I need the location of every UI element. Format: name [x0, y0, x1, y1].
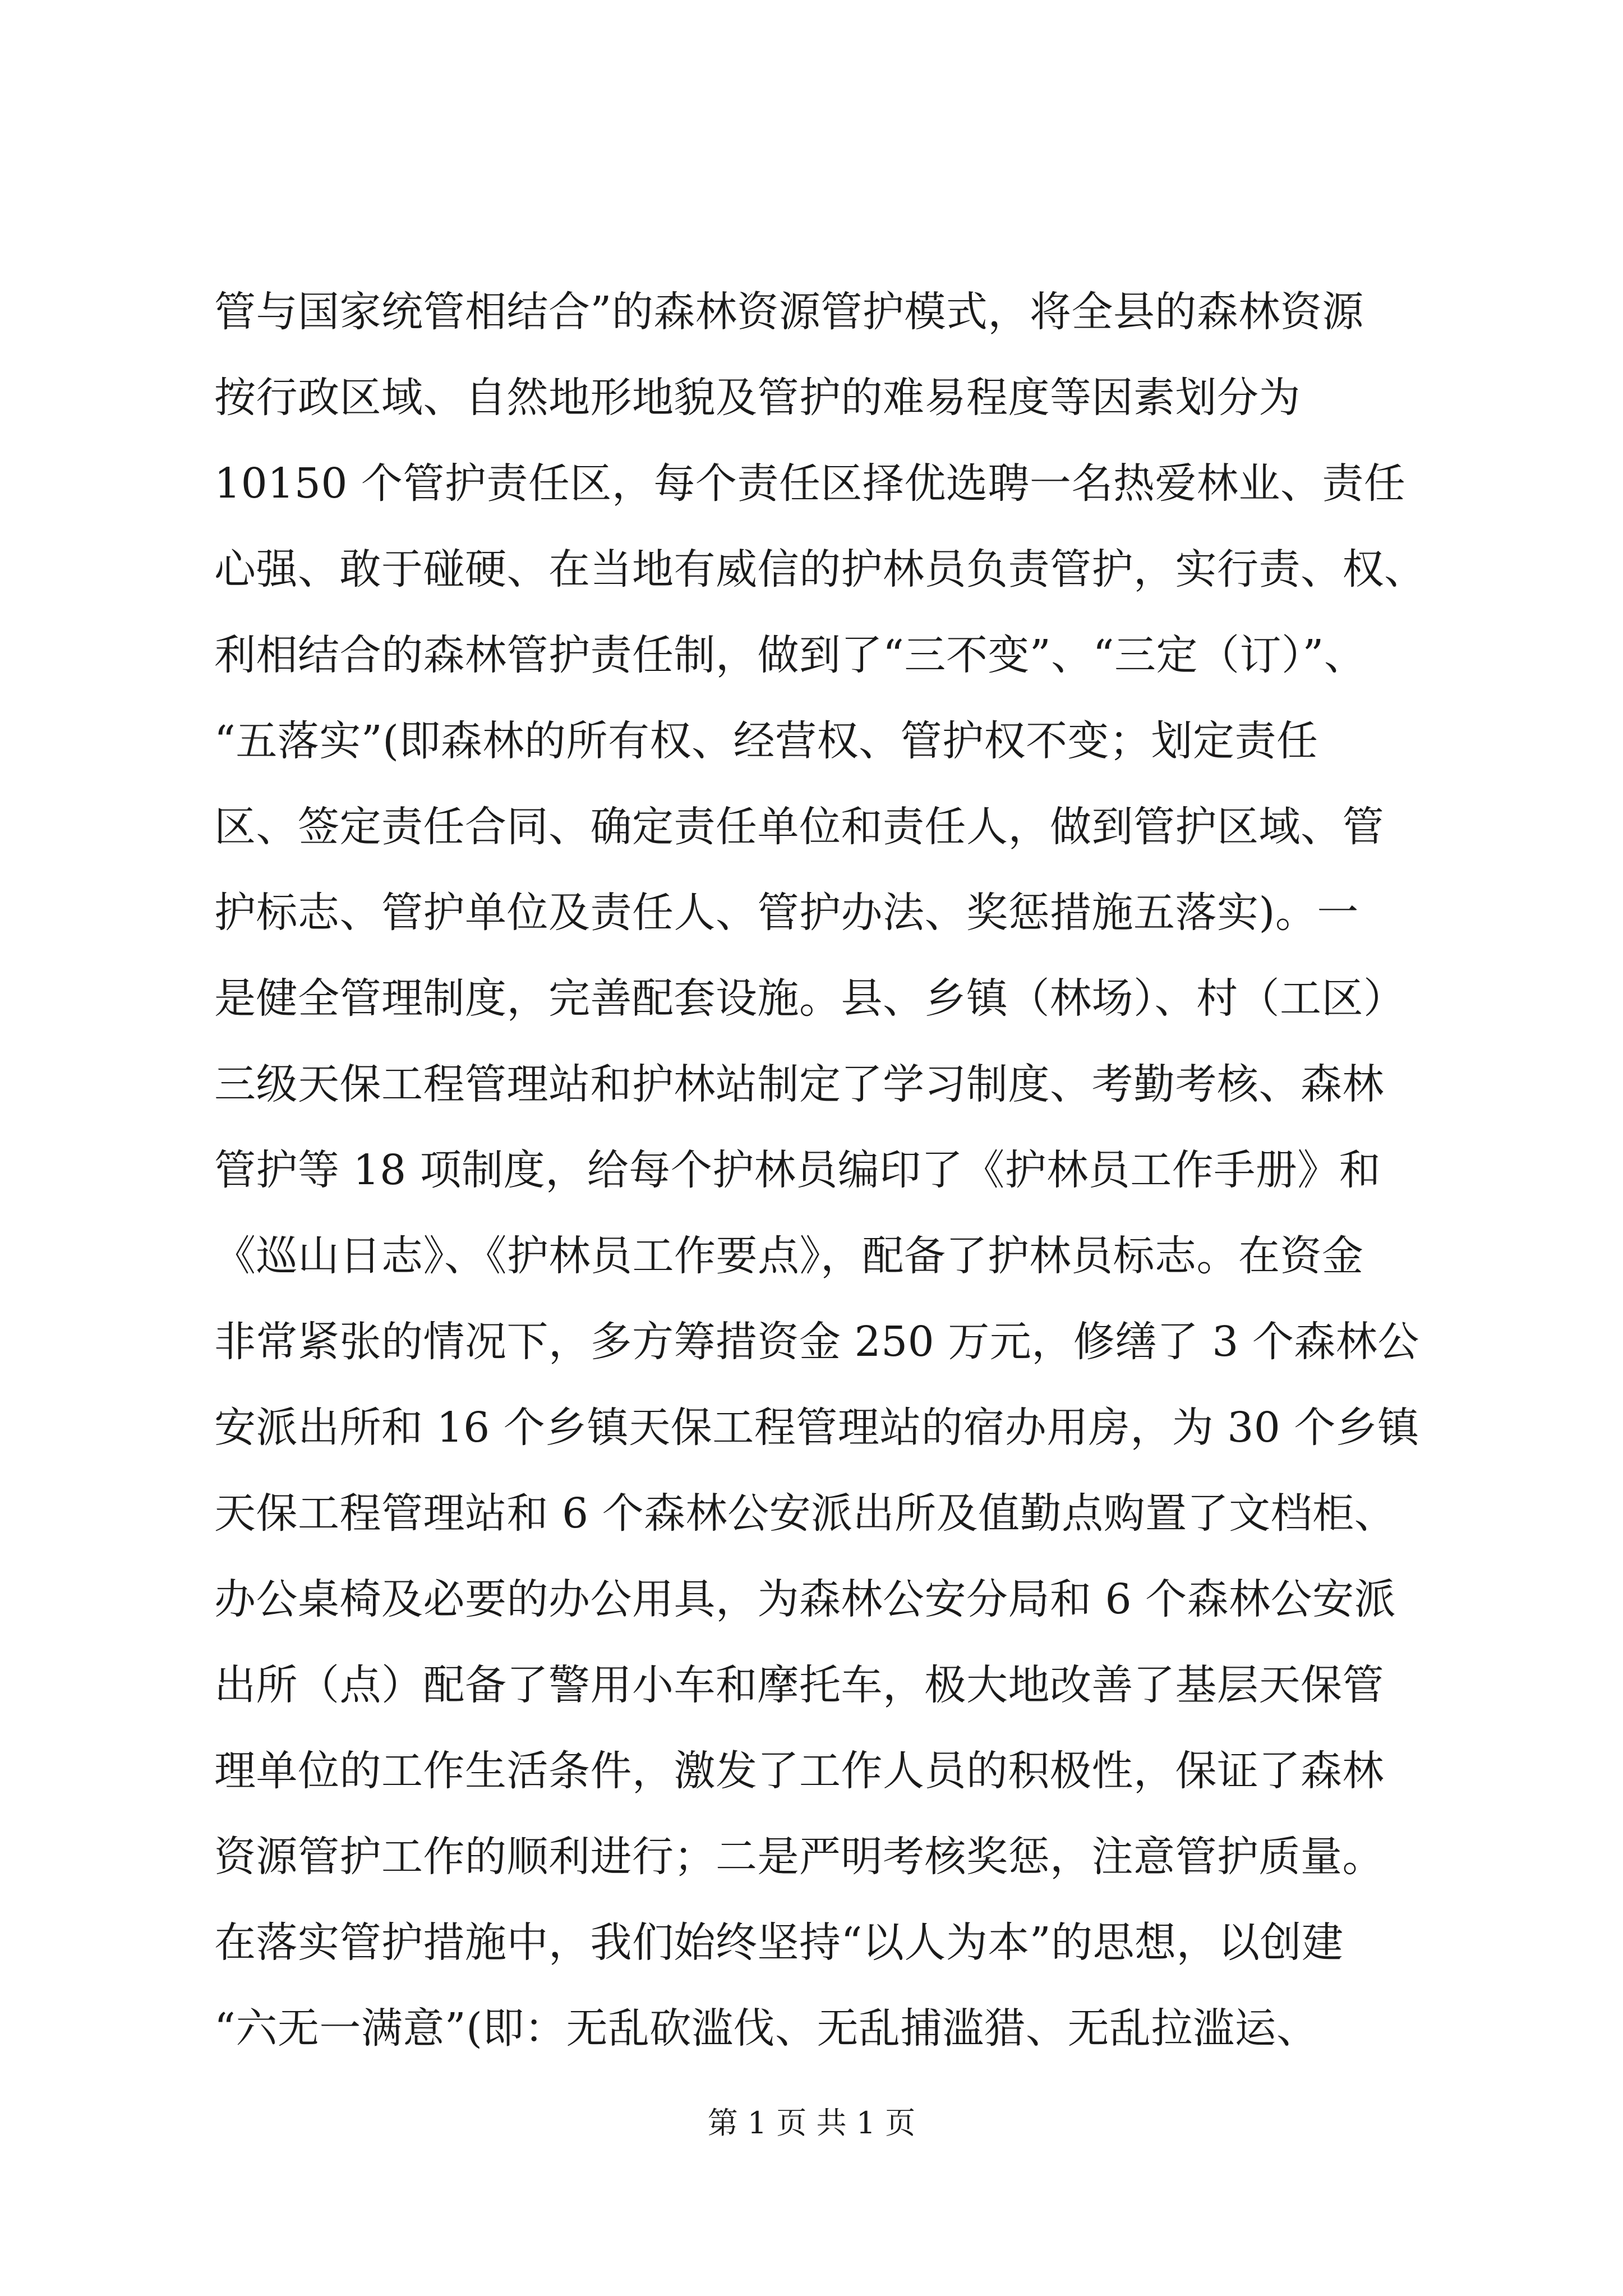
text-line: 出所（点）配备了警用小车和摩托车，极大地改善了基层天保管 — [214, 1661, 1384, 1709]
text-line: 心强、敢于碰硬、在当地有威信的护林员负责管护，实行责、权、 — [214, 545, 1426, 593]
page-number-label: 第 1 页 共 1 页 — [707, 2105, 916, 2141]
text-line: 天保工程管理站和 6 个森林公安派出所及值勤点购置了文档柜、 — [214, 1489, 1396, 1538]
text-line: 管护等 18 项制度，给每个护林员编印了《护林员工作手册》和 — [214, 1146, 1381, 1194]
text-line: 利相结合的森林管护责任制，做到了“三不变”、“三定（订）”、 — [214, 631, 1366, 679]
text-line: 三级天保工程管理站和护林站制定了学习制度、考勤考核、森林 — [214, 1060, 1384, 1108]
text-line: 理单位的工作生活条件，激发了工作人员的积极性，保证了森林 — [214, 1747, 1384, 1795]
text-line: 管与国家统管相结合”的森林资源管护模式，将全县的森林资源 — [214, 288, 1364, 336]
text-line: 资源管护工作的顺利进行；二是严明考核奖惩，注意管护质量。 — [214, 1833, 1384, 1881]
page-footer — [0, 2101, 1623, 2146]
text-line: 护标志、管护单位及责任人、管护办法、奖惩措施五落实)。一 — [214, 889, 1359, 937]
text-line: 安派出所和 16 个乡镇天保工程管理站的宿办用房，为 30 个乡镇 — [214, 1404, 1419, 1452]
text-line: “五落实”(即森林的所有权、经营权、管护权不变；划定责任 — [214, 717, 1318, 765]
body-paragraph — [214, 269, 1482, 2072]
text-line: 《巡山日志》、《护林员工作要点》，配备了护林员标志。在资金 — [214, 1232, 1364, 1280]
text-line: 区、签定责任合同、确定责任单位和责任人，做到管护区域、管 — [214, 803, 1384, 851]
text-line: “六无一满意”(即：无乱砍滥伐、无乱捕滥猎、无乱拉滥运、 — [214, 2004, 1318, 2053]
text-line: 非常紧张的情况下，多方筹措资金 250 万元，修缮了 3 个森林公 — [214, 1318, 1419, 1366]
text-line: 是健全管理制度，完善配套设施。县、乡镇（林场）、村（工区） — [214, 974, 1405, 1023]
text-line: 10150 个管护责任区，每个责任区择优选聘一名热爱林业、责任 — [214, 459, 1406, 508]
text-line: 在落实管护措施中，我们始终坚持“以人为本”的思想，以创建 — [214, 1918, 1344, 1967]
text-line: 办公桌椅及必要的办公用具，为森林公安分局和 6 个森林公安派 — [214, 1575, 1396, 1623]
text-line: 按行政区域、自然地形地貌及管护的难易程度等因素划分为 — [214, 374, 1301, 422]
